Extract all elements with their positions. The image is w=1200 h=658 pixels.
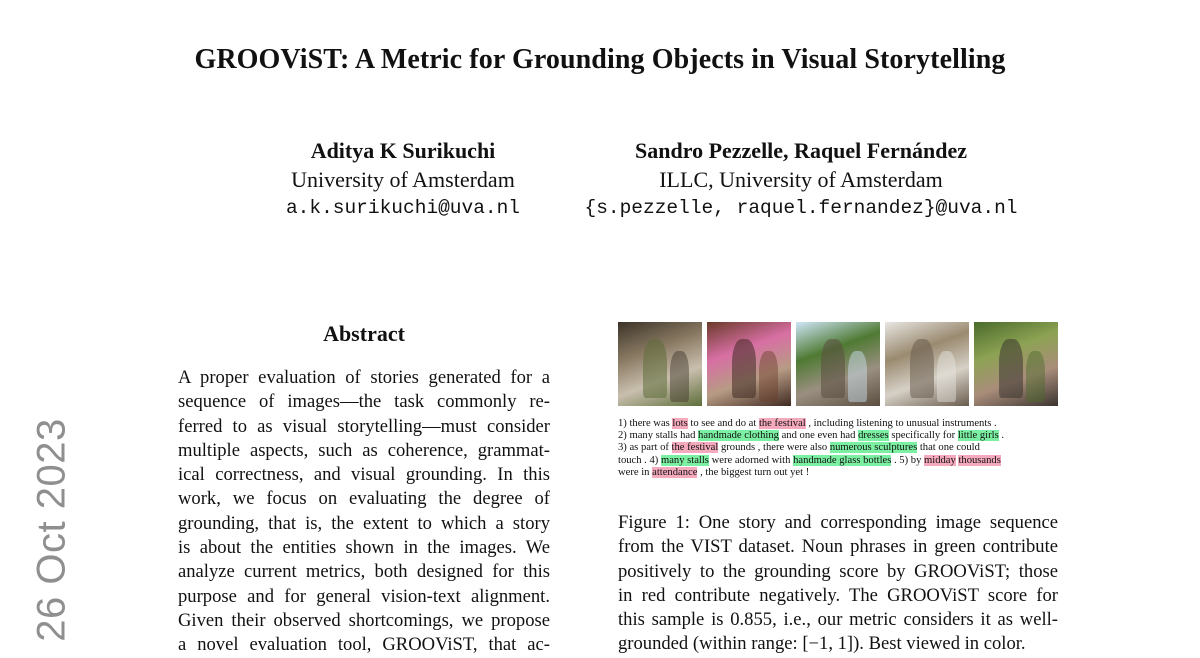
abstract-heading: Abstract: [323, 321, 405, 346]
photo-figure-shape: [732, 339, 756, 398]
story-text: were in: [618, 466, 653, 478]
story-line: [618, 455, 1058, 467]
photo-figure-shape: [937, 351, 955, 401]
caption-line: positively to the grounding score by GROOViST; those: [618, 560, 1058, 582]
abstract-line: multiple aspects, such as coherence, grammat-: [178, 439, 550, 461]
photo-figure-shape: [643, 339, 667, 398]
story-line: [618, 467, 1058, 479]
ungrounded-noun-phrase: the festival: [758, 418, 806, 429]
author-name: Sandro Pezzelle, Raquel Fernández: [635, 138, 967, 163]
ungrounded-noun-phrase: attendance: [652, 466, 698, 478]
story-text: that one could: [917, 442, 980, 454]
abstract-body: [178, 366, 550, 658]
story-text: specifically for: [888, 430, 958, 442]
grounded-noun-phrase: many stalls: [660, 454, 709, 466]
photo-figure-shape: [759, 351, 777, 401]
figure-caption: [618, 511, 1058, 657]
abstract-line: ferred to as visual storytelling—must consider: [178, 415, 550, 437]
caption-line: grounded (within range: [−1, 1]). Best viewed in color.: [618, 633, 1026, 655]
figure-1: [618, 322, 1058, 406]
author-affiliation: University of Amsterdam: [291, 167, 515, 192]
story-text: were adorned with: [708, 454, 794, 466]
story-text: .: [998, 430, 1005, 442]
grounded-noun-phrase: little girls: [957, 430, 999, 442]
photo-street-crowd: [796, 322, 880, 406]
story-text: 3) as part of: [618, 442, 672, 454]
story-text: touch . 4): [618, 454, 661, 466]
story-line: [618, 418, 1058, 430]
story-text: to see and do at: [687, 418, 759, 429]
caption-line: from the VIST dataset. Noun phrases in green contribute: [618, 536, 1058, 558]
arxiv-date-stamp: 26 Oct 2023: [29, 418, 74, 642]
photo-crowd-trees: [974, 322, 1058, 406]
photo-musicians: [618, 322, 702, 406]
abstract-line: analyze current metrics, both designed for this: [178, 561, 550, 583]
story-text: , including listening to unusual instruments .: [805, 418, 997, 429]
abstract-line: work, we focus on evaluating the degree of: [178, 488, 550, 510]
ungrounded-noun-phrase: thousands: [958, 454, 1001, 466]
grounded-noun-phrase: numerous sculptures: [829, 442, 918, 454]
photo-figure-shape: [670, 351, 688, 401]
author-block-2: [560, 136, 1042, 223]
ungrounded-noun-phrase: midday: [924, 454, 956, 466]
story-text: , the biggest turn out yet !: [697, 466, 810, 478]
grounded-noun-phrase: handmade glass bottles: [793, 454, 892, 466]
author-email[interactable]: a.k.surikuchi@uva.nl: [285, 197, 521, 219]
figure-story-text: [618, 418, 1058, 479]
author-block-1: [260, 136, 546, 223]
story-text: . 5) by: [891, 454, 925, 466]
abstract-line: sequence of images—the task commonly re-: [178, 391, 550, 413]
photo-figure-shape: [1026, 351, 1044, 401]
story-text: 1) there was: [618, 418, 673, 429]
grounded-noun-phrase: dresses: [858, 430, 889, 442]
author-affiliation: ILLC, University of Amsterdam: [659, 167, 943, 192]
abstract-line: ical correctness, and visual grounding. In this: [178, 464, 550, 486]
story-line: [618, 442, 1058, 454]
ungrounded-noun-phrase: lots: [672, 418, 688, 429]
abstract-line: grounding, that is, the extent to which a story: [178, 512, 550, 534]
abstract-line: A proper evaluation of stories generated for a: [178, 367, 550, 388]
caption-line: in red contribute negatively. The GROOViST score for: [618, 584, 1058, 606]
story-line: [618, 430, 1058, 442]
story-text: grounds , there were also: [718, 442, 830, 454]
abstract-line: purpose and for general vision-text alignment.: [178, 585, 550, 607]
abstract-line: Given their observed shortcomings, we propose: [178, 609, 550, 631]
abstract-line: a novel evaluation tool, GROOViST, that ac-: [178, 634, 550, 656]
photo-figure-shape: [821, 339, 845, 398]
caption-line: this sample is 0.855, i.e., our metric considers it as well-: [618, 609, 1058, 631]
caption-line: Figure 1: One story and corresponding image sequence: [618, 512, 1058, 533]
photo-figure-shape: [848, 351, 866, 401]
photo-figure-shape: [910, 339, 934, 398]
image-sequence: [618, 322, 1058, 406]
photo-girl-dress: [707, 322, 791, 406]
story-text: and one even had: [778, 430, 859, 442]
story-text: 2) many stalls had: [618, 430, 699, 442]
author-email[interactable]: {s.pezzelle, raquel.fernandez}@uva.nl: [584, 197, 1018, 219]
abstract-line: is about the entities shown in the images. We: [178, 537, 550, 559]
ungrounded-noun-phrase: the festival: [671, 442, 719, 454]
photo-stall-bottles: [885, 322, 969, 406]
grounded-noun-phrase: handmade clothing: [698, 430, 779, 442]
paper-title: GROOViST: A Metric for Grounding Objects in Visual Storytelling: [194, 44, 1006, 75]
photo-figure-shape: [999, 339, 1023, 398]
author-name: Aditya K Surikuchi: [310, 138, 496, 163]
